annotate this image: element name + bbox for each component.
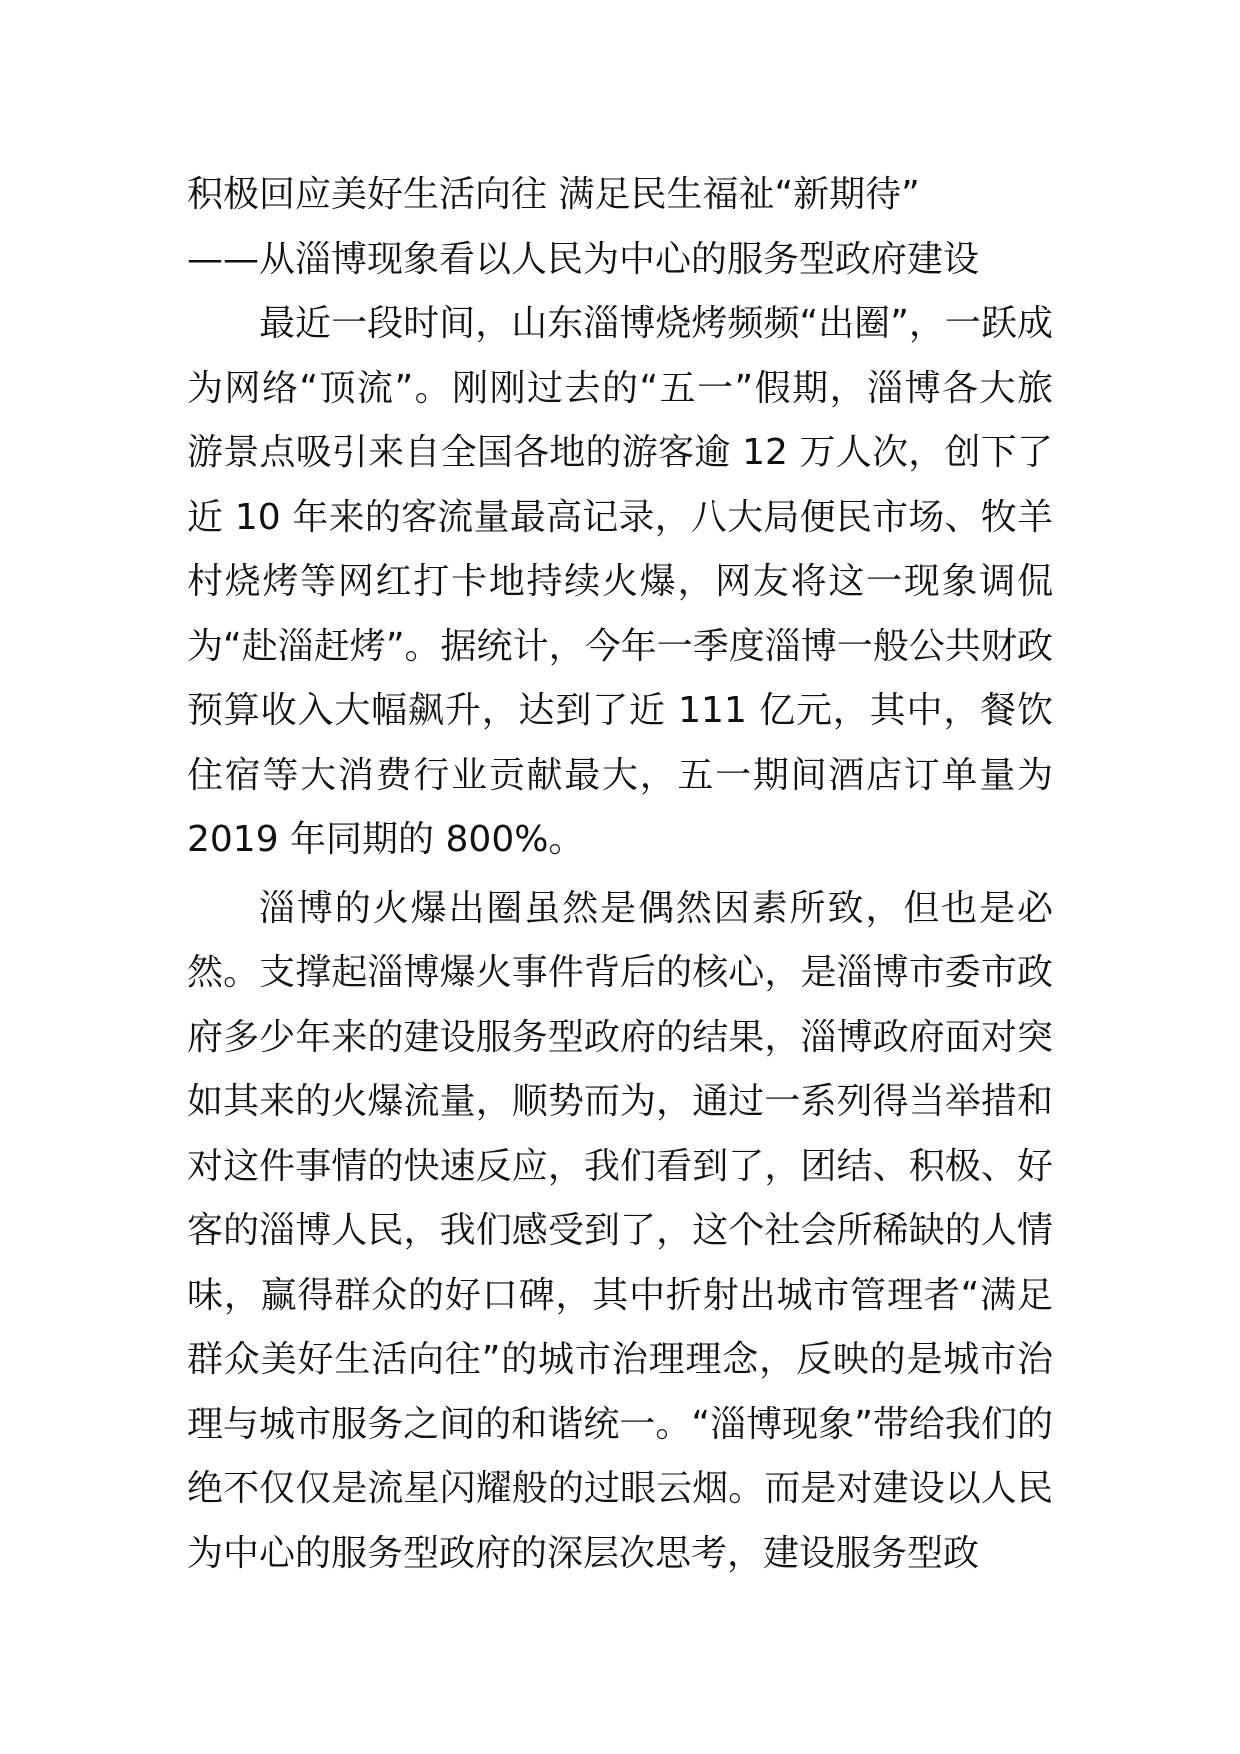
title-line-2: ——从淄博现象看以人民为中心的服务型政府建设 bbox=[187, 238, 980, 280]
paragraph-2: 淄博的火爆出圈虽然是偶然因素所致，但也是必然。支撑起淄博爆火事件背后的核心，是淄博市委市政府多少年来的建设服务型政府的结果，淄博政府面对突如其来的火爆流量，顺势而为，通过一系列得当举措和对这件事情的快速反应，我们看到了，团结、积极、好客的淄博人民，我们感受到了，这个社会所稀缺的人情味，赢得群众的好口碑，其中折射出城市管理者“满足群众美好生活向往”的城市治理理念，反映的是城市治理与城市服务之间的和谐统一。“淄博现象”带给我们的绝不仅仅是流星闪耀般的过眼云烟。而是对建设以人民为中心的服务型政府的深层次思考，建设服务型政 bbox=[187, 887, 1053, 1574]
title-line-1: 积极回应美好生活向往 满足民生福祉“新期待” bbox=[187, 174, 920, 215]
article-body bbox=[187, 163, 1053, 1586]
paragraph-1: 最近一段时间，山东淄博烧烤频频“出圈”，一跃成为网络“顶流”。刚刚过去的“五一”假期，淄博各大旅游景点吸引来自全国各地的游客逾 12 万人次，创下了近 10 年来的客流量最高记录，八大局便民市场、牧羊村烧烤等网红打卡地持续火爆，网友将这一现象调侃为“赴淄赶烤”。据统计，今年一季度淄博一般公共财政预算收入大幅飙升，达到了近 111 亿元，其中，餐饮住宿等大消费行业贡献最大，五一期间酒店订单量为 2019 年同期的 800%。 bbox=[187, 303, 1053, 860]
